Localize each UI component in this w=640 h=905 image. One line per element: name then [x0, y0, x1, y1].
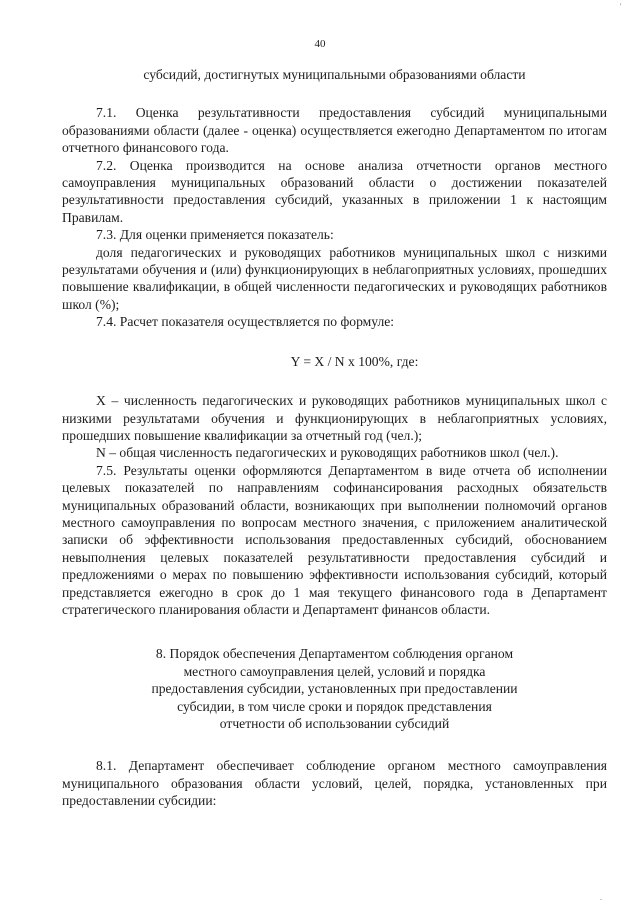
definition-x: X – численность педагогических и руководящих работников муниципальных школ с низкими результатами обучения и функционирующих в неблагоприятных условиях, прошедших повышение квалификации за отчетный год (чел.); — [62, 393, 607, 443]
section-7-heading-continuation: субсидий, достигнутых муниципальными образованиями области — [143, 67, 526, 82]
definition-n: N – общая численность педагогических и руководящих работников школ (чел.). — [96, 445, 559, 461]
section-8-title-line: отчетности об использовании субсидий — [219, 716, 450, 731]
scan-mark: ' — [620, 2, 622, 11]
section-8-title-line: предоставления субсидии, установленных при предоставлении — [151, 681, 518, 697]
paragraph-7-5: 7.5. Результаты оценки оформляются Департаментом в виде отчета об исполнении целевых показателей по направлениям софинансирования расходных обязательств муниципальных образований области, возникающих при выполнении полномочий органов местного самоуправления по вопросам местного значения, с приложением аналитической записки об эффективности использования предоставленных субсидий, обоснованием невыполнения целевых показателей результативности предоставления субсидий и предложениями о мерах по повышению эффективности использования субсидий, который представляется ежегодно в срок до 1 мая текущего финансового года в Департамент стратегического планирования области и Департамент финансов области. — [62, 462, 607, 617]
section-8-title — [62, 645, 607, 732]
page-number: 40 — [314, 38, 326, 50]
document-body — [62, 66, 607, 810]
section-8-title-line: 8. Порядок обеспечения Департаментом соблюдения органом — [155, 646, 514, 662]
paragraph-8-1: 8.1. Департамент обеспечивает соблюдение органом местного самоуправления муниципального образования области условий, целей, порядка, установленных при предоставлении субсидии: — [62, 758, 607, 809]
paragraph-7-1: 7.1. Оценка результативности предоставления субсидий муниципальными образованиями области (далее - оценка) осуществляется ежегодно Департаментом по итогам отчетного финансового года. — [62, 105, 607, 156]
indicator-definition: доля педагогических и руководящих работников муниципальных школ с низкими результатами обучения и (или) функционирующих в неблагоприятных условиях, прошедших повышение квалификации, в общей численности педагогических и руководящих работников школ (%); — [62, 244, 607, 312]
scan-mark: . — [600, 893, 602, 902]
formula: Y = X / N x 100%, где: — [290, 353, 419, 369]
paragraph-7-2: 7.2. Оценка производится на основе анализа отчетности органов местного самоуправления муниципальных образований области о достижении показателей результативности предоставления субсидий, указанных в приложении 1 к настоящим Правилам. — [62, 157, 607, 225]
paragraph-7-4: 7.4. Расчет показателя осуществляется по формуле: — [96, 314, 395, 330]
section-8-title-line: субсидии, в том числе сроки и порядок представления — [177, 698, 492, 714]
paragraph-7-3: 7.3. Для оценки применяется показатель: — [96, 227, 334, 243]
section-8-title-line: местного самоуправления целей, условий и порядка — [183, 663, 486, 679]
